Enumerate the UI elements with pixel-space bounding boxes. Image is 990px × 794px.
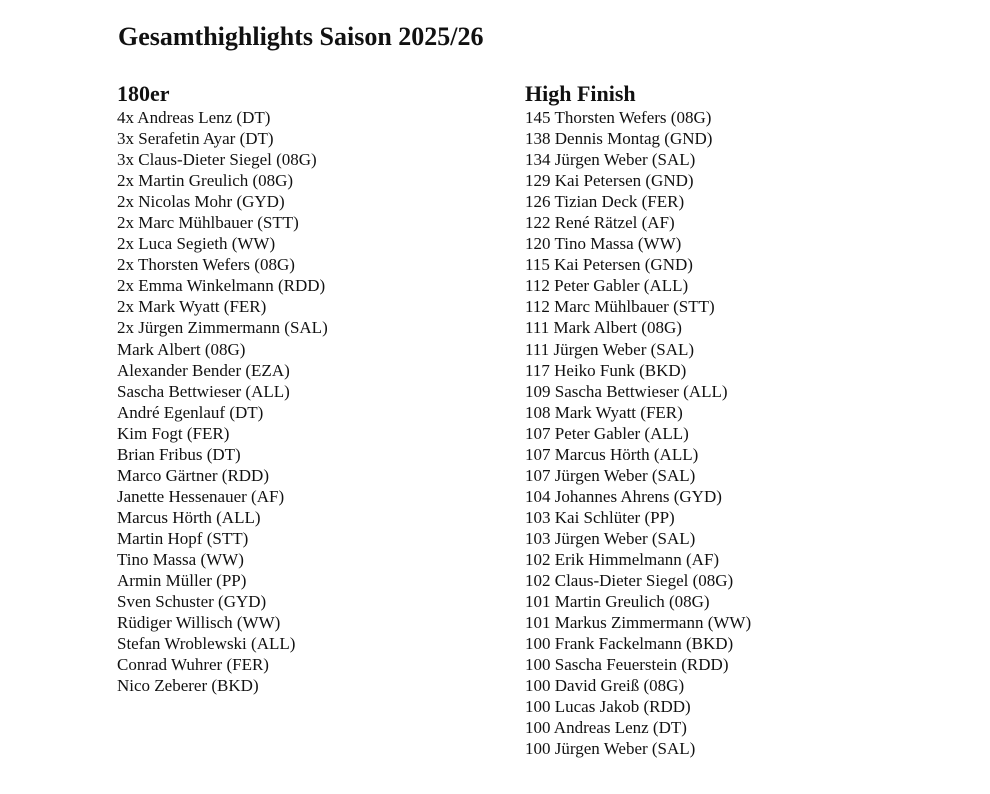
list-item: Martin Hopf (STT): [117, 528, 249, 548]
list-item: 103 Jürgen Weber (SAL): [525, 528, 696, 548]
list-item: 126 Tizian Deck (FER): [525, 192, 685, 212]
list-item: 103 Kai Schlüter (PP): [525, 507, 675, 527]
list-item: Armin Müller (PP): [117, 571, 247, 591]
list-item: 100 Lucas Jakob (RDD): [525, 697, 691, 717]
list-item: 115 Kai Petersen (GND): [525, 255, 693, 275]
list-item: 100 Sascha Feuerstein (RDD): [525, 655, 729, 675]
list-item: André Egenlauf (DT): [117, 402, 264, 422]
section-heading-high-finish: High Finish: [525, 81, 636, 106]
list-item: 3x Claus-Dieter Siegel (08G): [117, 150, 317, 170]
list-item: Mark Albert (08G): [117, 339, 246, 359]
list-item: 100 Jürgen Weber (SAL): [525, 739, 696, 759]
section-heading-180er: 180er: [117, 81, 170, 106]
list-item: 111 Mark Albert (08G): [525, 318, 682, 338]
list-item: 2x Nicolas Mohr (GYD): [117, 192, 285, 212]
list-item: 134 Jürgen Weber (SAL): [525, 150, 696, 170]
list-item: Brian Fribus (DT): [117, 444, 241, 464]
list-item: 3x Serafetin Ayar (DT): [117, 129, 274, 149]
list-item: 120 Tino Massa (WW): [525, 234, 682, 254]
list-item: Janette Hessenauer (AF): [117, 486, 285, 506]
list-item: 145 Thorsten Wefers (08G): [525, 108, 712, 127]
list-180er: [117, 107, 328, 696]
list-item: 2x Martin Greulich (08G): [117, 171, 294, 191]
list-item: 117 Heiko Funk (BKD): [525, 360, 687, 380]
list-item: 101 Markus Zimmermann (WW): [525, 613, 752, 633]
list-item: Conrad Wuhrer (FER): [117, 655, 269, 675]
list-item: Sven Schuster (GYD): [117, 592, 267, 612]
list-item: 2x Marc Mühlbauer (STT): [117, 213, 299, 233]
list-high-finish: [525, 107, 751, 759]
page-title: Gesamthighlights Saison 2025/26: [118, 22, 484, 51]
list-item: Marcus Hörth (ALL): [117, 507, 261, 527]
list-item: 102 Claus-Dieter Siegel (08G): [525, 571, 734, 591]
list-item: 107 Marcus Hörth (ALL): [525, 444, 699, 464]
list-item: 107 Peter Gabler (ALL): [525, 423, 689, 443]
list-item: 101 Martin Greulich (08G): [525, 592, 710, 612]
list-item: 108 Mark Wyatt (FER): [525, 402, 683, 422]
section-high-finish: [525, 81, 751, 759]
list-item: 104 Johannes Ahrens (GYD): [525, 486, 722, 506]
list-item: Alexander Bender (EZA): [117, 360, 290, 380]
list-item: Rüdiger Willisch (WW): [117, 613, 281, 633]
list-item: 2x Luca Segieth (WW): [117, 234, 276, 254]
list-item: 122 René Rätzel (AF): [525, 213, 675, 233]
list-item: Kim Fogt (FER): [117, 423, 230, 443]
list-item: 112 Peter Gabler (ALL): [525, 276, 689, 296]
list-item: 129 Kai Petersen (GND): [525, 171, 694, 191]
list-item: 2x Jürgen Zimmermann (SAL): [117, 318, 328, 338]
list-item: 4x Andreas Lenz (DT): [117, 108, 271, 127]
list-item: Tino Massa (WW): [117, 549, 244, 569]
list-item: 102 Erik Himmelmann (AF): [525, 549, 720, 569]
list-item: 112 Marc Mühlbauer (STT): [525, 297, 715, 317]
list-item: 111 Jürgen Weber (SAL): [525, 339, 695, 359]
list-item: 2x Mark Wyatt (FER): [117, 297, 267, 317]
list-item: Marco Gärtner (RDD): [117, 465, 269, 485]
list-item: 100 Frank Fackelmann (BKD): [525, 634, 734, 654]
list-item: 100 David Greiß (08G): [525, 676, 685, 696]
list-item: Stefan Wroblewski (ALL): [117, 634, 296, 654]
list-item: Nico Zeberer (BKD): [117, 676, 259, 696]
list-item: 2x Emma Winkelmann (RDD): [117, 276, 326, 296]
list-item: 100 Andreas Lenz (DT): [525, 718, 687, 738]
list-item: Sascha Bettwieser (ALL): [117, 381, 290, 401]
section-180er: [117, 81, 328, 696]
list-item: 138 Dennis Montag (GND): [525, 129, 713, 149]
list-item: 2x Thorsten Wefers (08G): [117, 255, 295, 275]
list-item: 107 Jürgen Weber (SAL): [525, 465, 696, 485]
list-item: 109 Sascha Bettwieser (ALL): [525, 381, 728, 401]
